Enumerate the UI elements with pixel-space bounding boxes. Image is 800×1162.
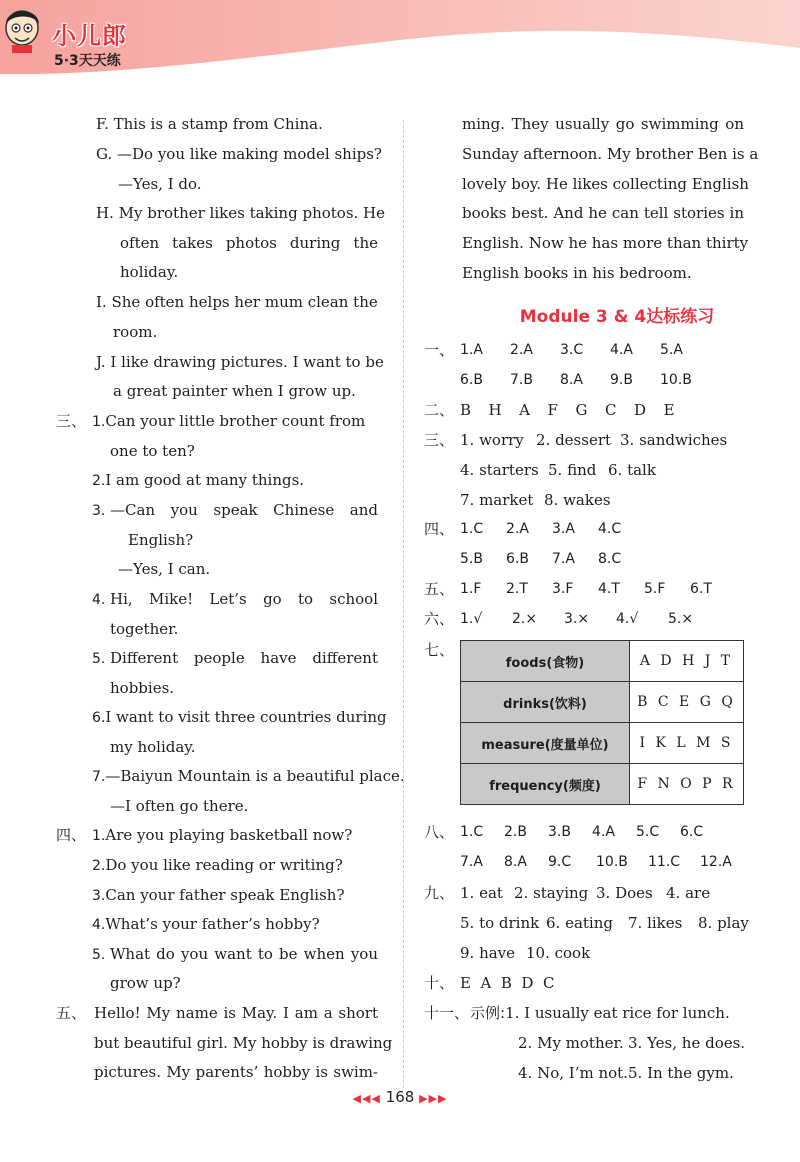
s3-item-3-line3: —Yes, I can. [118,560,211,578]
category-cell: foods(食物) [461,641,630,682]
r-s2-answers: B H A F G C D E [460,401,675,419]
series-name: 5·3天天练 [54,53,121,69]
answer: 7.A [552,551,575,567]
answer-label: G. [96,145,113,163]
answer: 1.F [460,581,482,597]
answer: 11.C [648,854,681,870]
page-number: 168 [385,1088,415,1106]
answer-h-line3: holiday. [120,263,179,281]
s3-item-5-line2: hobbies. [110,679,175,697]
r-s11-line-3 [518,1063,734,1083]
r-s1-row-2 [460,370,692,390]
r-s11-line-1 [470,1003,730,1023]
answer: 4. are [666,884,711,902]
r-section-7-marker: 七、 [424,641,455,659]
back-arrows-icon: ◀◀◀ [352,1092,381,1105]
item-number: 2. [92,473,106,489]
item-text: Are you playing basketball now? [105,826,353,844]
passage-line-3: lovely boy. He likes collecting English [462,175,749,193]
s3-item-3-line1: —Can you speak Chinese and [110,501,378,519]
item-text: I am good at many things. [105,471,305,489]
answer: 2.A [506,521,529,537]
item-number: 6. [92,710,106,726]
brand-logo: 小儿郎 [52,22,127,50]
answer-text: I like drawing pictures. I want to be [110,353,384,371]
category-cell: frequency(频度) [461,764,630,805]
r-section-2-marker: 二、 [424,401,455,419]
answer: 2. My mother. [518,1034,624,1052]
r-s3-row-1 [460,430,727,450]
answer: 6. eating [546,914,613,932]
answer: 8.A [504,854,527,870]
r-section-11-marker: 十一、 [424,1004,470,1022]
answer: 6.T [690,581,712,597]
r-section-1-marker: 一、 [424,341,455,359]
answer: 9.C [548,854,572,870]
answer: 2. staying [514,884,589,902]
answer: 9. have [460,944,516,962]
answer: 5.F [644,581,666,597]
answer: 8.C [598,551,622,567]
answer: 4. No, I’m not. [518,1064,628,1082]
passage-line-2: Sunday afternoon. My brother Ben is a [462,145,759,163]
forward-arrows-icon: ▶▶▶ [419,1092,448,1105]
category-cell: drinks(饮料) [461,682,630,723]
mascot-boy-icon [0,0,44,54]
answer-label: I. [96,293,107,311]
s3-item-3-line2: English? [128,531,194,549]
answer-j [96,352,384,372]
s4-item-1 [92,825,352,846]
s5-line-1: Hello! My name is May. I am a short [94,1004,378,1022]
answer: 2. dessert [536,431,612,449]
answer: 1. eat [460,884,503,902]
passage-line-5: English. Now he has more than thirty [462,234,749,252]
answer: 2.× [512,611,538,627]
s4-item-5-line1: What do you want to be when you [110,945,378,963]
r-section-3-marker: 三、 [424,431,455,449]
module-title: Module 3 & 4达标练习 [519,307,715,327]
answer: 3.× [564,611,590,627]
answer: 8. wakes [544,491,611,509]
s4-item-5-line2: grow up? [110,974,181,992]
page-footer [0,1088,800,1106]
answer-text: —Do you like making model ships? [117,145,382,163]
answer-j-line2: a great painter when I grow up. [113,382,356,400]
answer-label: J. [96,353,106,371]
s3-item-6 [92,707,387,728]
s3-item-1 [92,411,365,432]
r-s6-row-1 [460,609,693,629]
item-text: What’s your father’s hobby? [105,915,320,933]
r-section-10-marker: 十、 [424,974,455,992]
r-s9-row-3 [460,943,590,963]
answer-text: This is a stamp from China. [113,115,323,133]
letters-cell: B C E G Q [630,682,744,723]
answer-h [96,203,385,223]
item-text: Can your little brother count from [105,412,366,430]
item-number: 5. [92,651,106,667]
answer: 5.C [636,824,660,840]
r-section-9-marker: 九、 [424,884,455,902]
answer: 6. talk [608,461,656,479]
answer: 1.A [460,342,483,358]
r-s11-line-2 [518,1033,745,1053]
item-number: 4. [92,592,106,608]
answer: 3.B [548,824,571,840]
answer-i-line2: room. [113,323,158,341]
section-5-marker: 五、 [56,1004,87,1022]
s3-item-5-line1: Different people have different [110,649,378,667]
r-section-5-marker: 五、 [424,580,455,598]
passage-line-6: English books in his bedroom. [462,264,692,282]
item-number: 7. [92,769,106,785]
s3-item-1-line2: one to ten? [110,442,195,460]
answer-label: F. [96,115,109,133]
answer: 1. worry [460,431,524,449]
r-section-4-marker: 四、 [424,520,455,538]
r-s8-row-1 [460,822,703,842]
r-s9-row-2 [460,913,749,933]
letters-cell: I K L M S [630,723,744,764]
answer: 3. Does [596,884,653,902]
letters-cell: F N O P R [630,764,744,805]
answer: 7.B [510,372,533,388]
table-row [461,723,744,764]
answer-h-line2: often takes photos during the [120,234,378,252]
section-4-marker: 四、 [56,826,87,844]
s4-item-2 [92,855,343,876]
s4-item-5 [92,944,105,965]
s3-item-4 [92,589,105,610]
answer-g [96,144,382,164]
s4-item-3 [92,885,345,906]
answer: 3. sandwiches [620,431,728,449]
s3-item-4-line1: Hi, Mike! Let’s go to school [110,590,378,608]
answer: 4.T [598,581,620,597]
item-number: 3. [92,503,106,519]
answer: 9.B [610,372,633,388]
answer-text: She often helps her mum clean the [111,293,378,311]
answer: 10.B [660,372,692,388]
s3-item-3 [92,500,105,521]
answer: 3.C [560,342,584,358]
answer: 8. play [698,914,749,932]
answer: 2.B [504,824,527,840]
table-row [461,764,744,805]
answer: 4.√ [616,611,639,627]
answer: 6.C [680,824,704,840]
answer: 6.B [506,551,529,567]
s3-item-5 [92,648,105,669]
answer-g-line2: —Yes, I do. [118,175,202,193]
answer: 4.C [598,521,622,537]
answer: 7. likes [628,914,683,932]
answer: 7.A [460,854,483,870]
answer: 1. I usually eat rice for lunch. [505,1004,730,1022]
page-header [0,0,800,100]
table-row [461,682,744,723]
answer: 1.√ [460,611,483,627]
answer: 10.B [596,854,628,870]
s3-item-7-line2: —I often go there. [110,797,249,815]
r-s3-row-2 [460,460,656,480]
s5-line-2: but beautiful girl. My hobby is drawing [94,1034,393,1052]
s4-item-4 [92,914,320,935]
s3-item-6-line2: my holiday. [110,738,196,756]
passage-line-4: books best. And he can tell stories in [462,204,744,222]
answer: 4. starters [460,461,539,479]
answer: 3.A [552,521,575,537]
answer: 7. market [460,491,534,509]
item-number: 5. [92,947,106,963]
s3-item-7 [92,766,405,787]
example-label: 示例: [470,1004,506,1022]
answer-text: My brother likes taking photos. He [118,204,386,222]
s5-line-3: pictures. My parents’ hobby is swim- [94,1063,378,1081]
answer-label: H. [96,204,114,222]
r-s8-row-2 [460,852,732,872]
answer: 8.A [560,372,583,388]
answer: 5.B [460,551,483,567]
r-s5-row-1 [460,579,712,599]
answer-f [96,114,323,134]
item-text: I want to visit three countries during [105,708,387,726]
answer: 2.T [506,581,528,597]
item-text: Can your father speak English? [105,886,345,904]
passage-line-1: ming. They usually go swimming on [462,115,744,133]
item-text: —Baiyun Mountain is a beautiful place. [105,767,405,785]
answer: 5. to drink [460,914,540,932]
item-number: 1. [92,414,106,430]
answer: 4.A [592,824,615,840]
column-divider [403,120,404,1088]
item-number: 1. [92,828,106,844]
category-cell: measure(度量单位) [461,723,630,764]
classification-table [460,640,744,805]
answer: 3.F [552,581,574,597]
answer: 6.B [460,372,483,388]
answer-i [96,292,378,312]
answer: 5. find [548,461,597,479]
answer: 4.A [610,342,633,358]
answer: 10. cook [526,944,591,962]
r-s4-row-1 [460,519,621,539]
answer: 3. Yes, he does. [628,1034,746,1052]
section-3-marker: 三、 [56,412,87,430]
s3-item-4-line2: together. [110,620,179,638]
item-number: 4. [92,917,106,933]
answer: 5.A [660,342,683,358]
answer: 12.A [700,854,732,870]
table-row [461,641,744,682]
answer: 1.C [460,521,484,537]
item-text: Do you like reading or writing? [105,856,343,874]
r-s10-answers: E A B D C [460,974,555,992]
s3-item-2 [92,470,304,491]
answer: 1.C [460,824,484,840]
r-s3-row-3 [460,490,611,510]
answer: 2.A [510,342,533,358]
item-number: 3. [92,888,106,904]
answer: 5. In the gym. [628,1064,734,1082]
r-section-8-marker: 八、 [424,823,455,841]
r-s1-row-1 [460,340,683,360]
letters-cell: A D H J T [630,641,744,682]
r-s9-row-1 [460,883,710,903]
r-section-6-marker: 六、 [424,610,455,628]
answer: 5.× [668,611,694,627]
r-s4-row-2 [460,549,621,569]
item-number: 2. [92,858,106,874]
